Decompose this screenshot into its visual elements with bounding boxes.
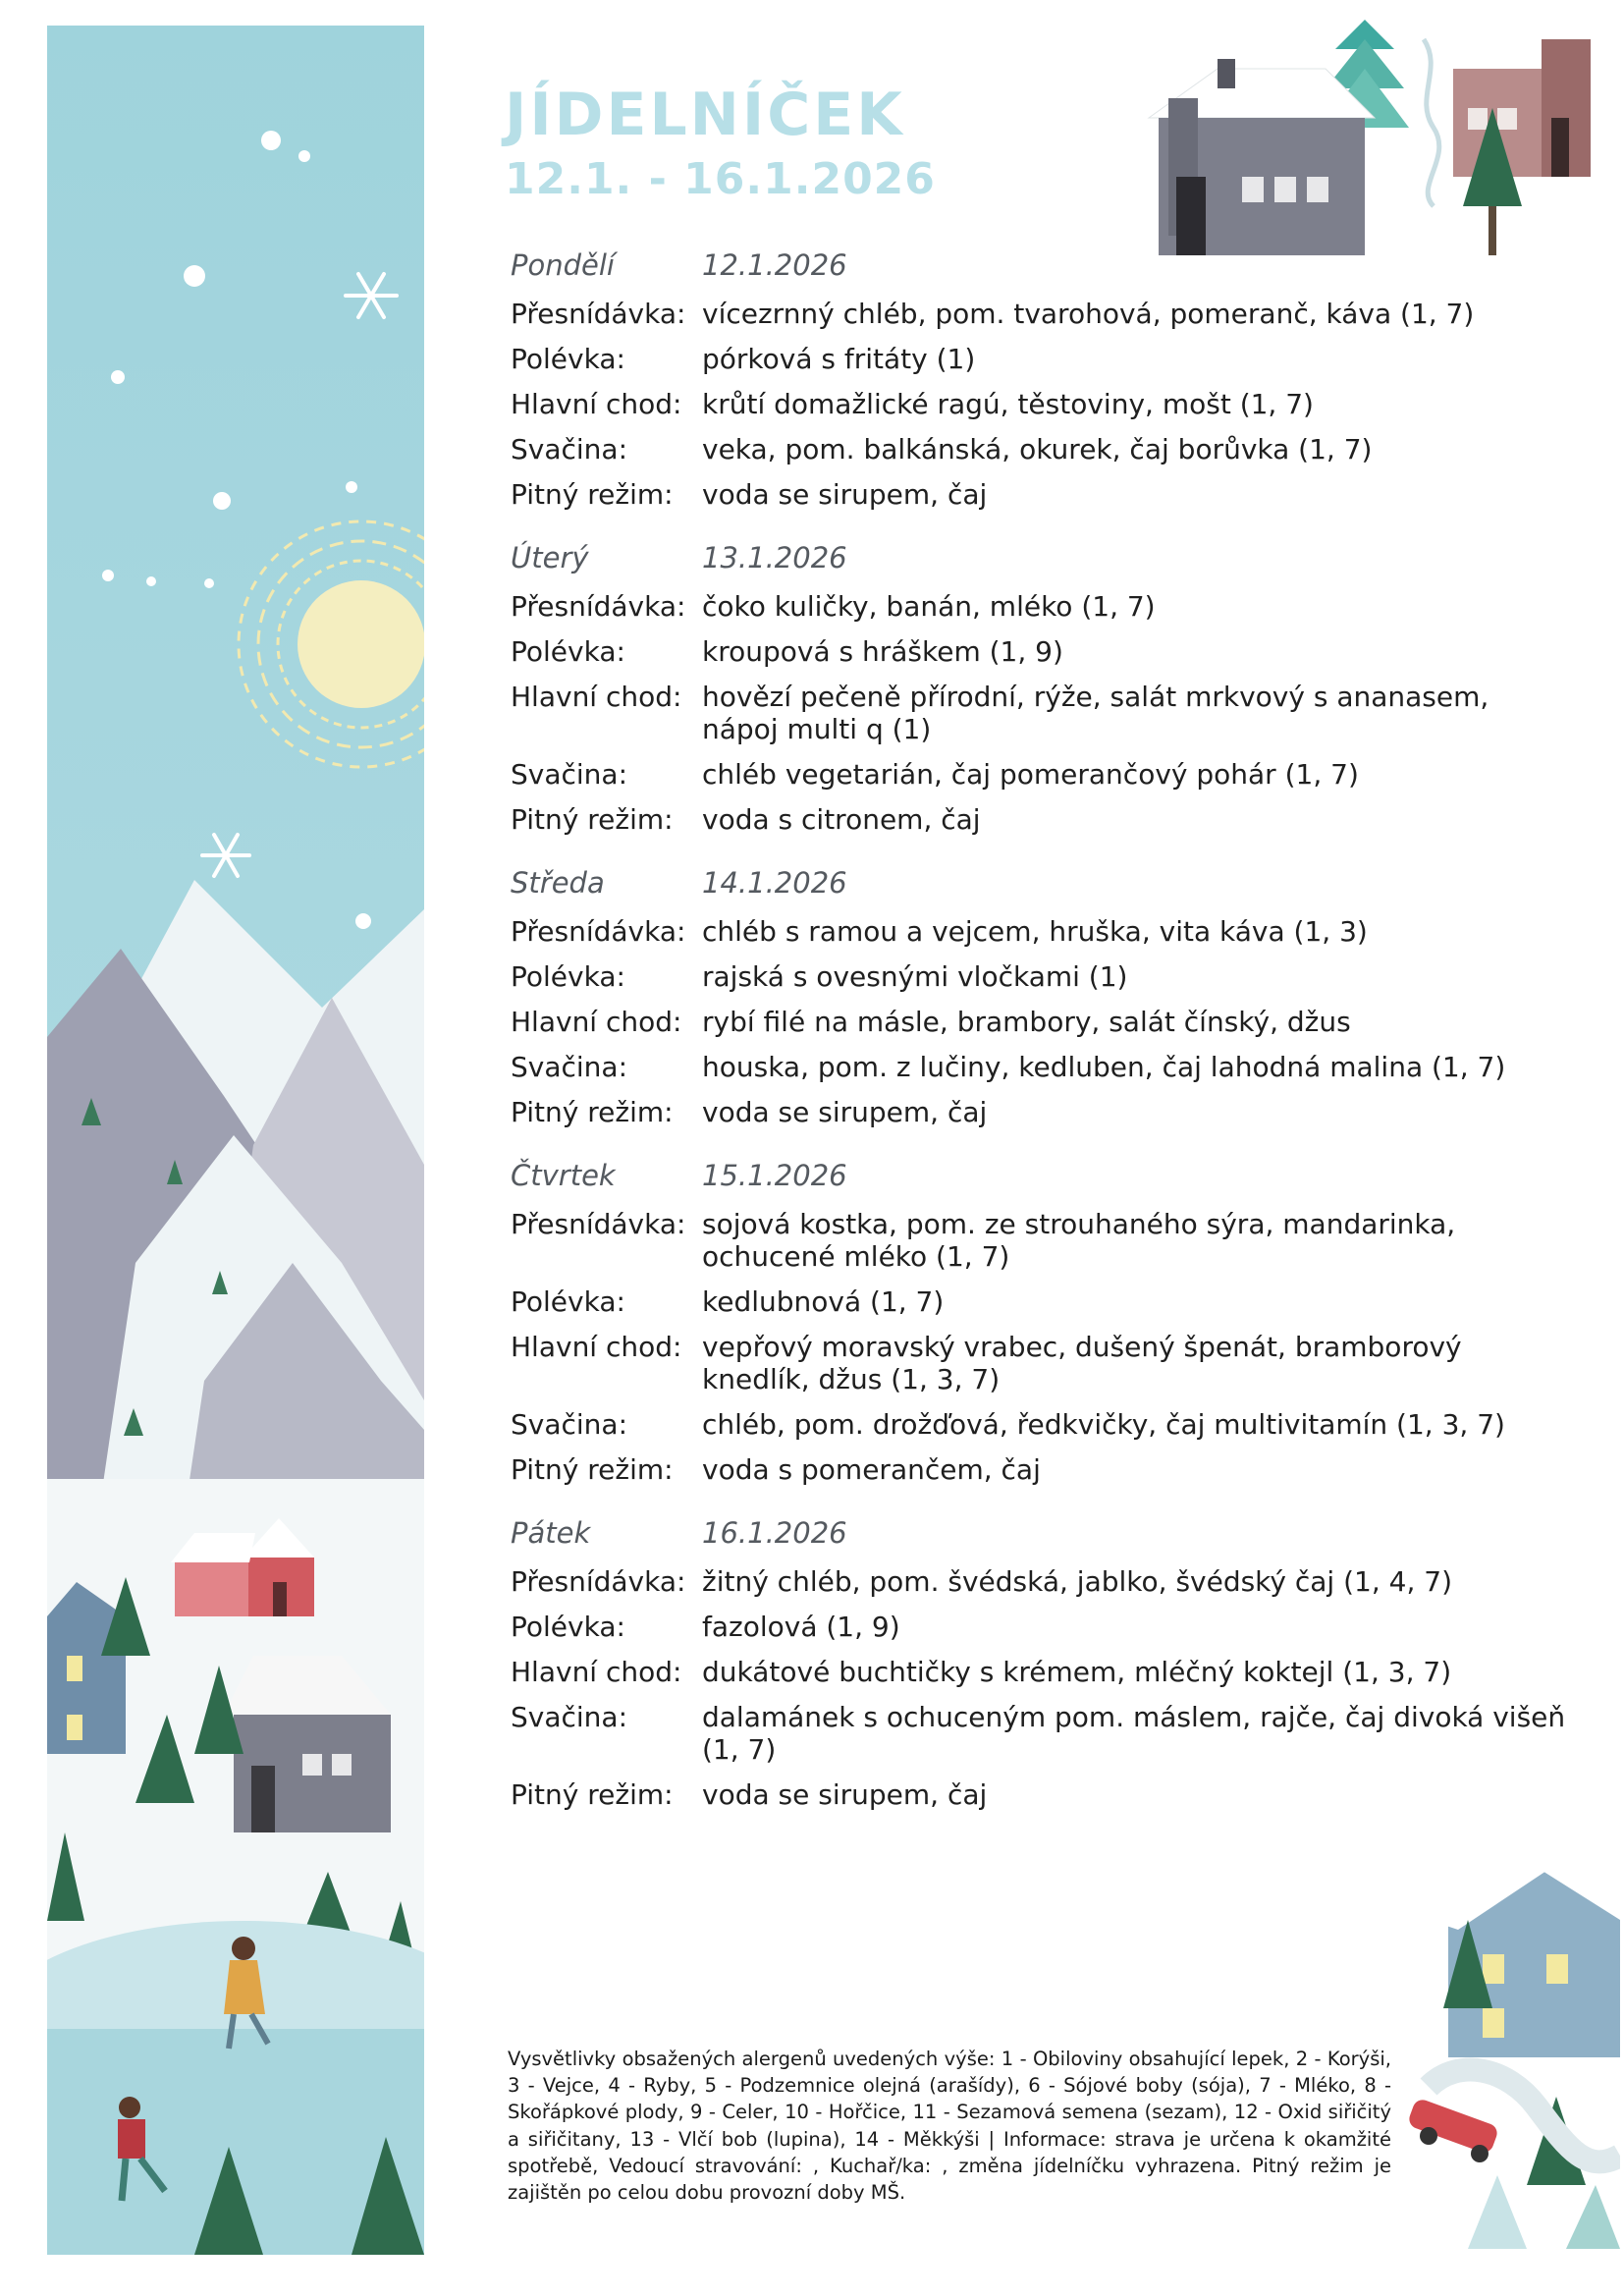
day-name: Pondělí bbox=[511, 248, 615, 282]
meal-value: vepřový moravský vrabec, dušený špenát, bramborový knedlík, džus (1, 3, 7) bbox=[702, 1331, 1462, 1395]
houses-decoration-bottom bbox=[1389, 1861, 1620, 2249]
meal-label: Svačina: bbox=[511, 1408, 628, 1441]
weekly-menu bbox=[511, 246, 1571, 1838]
meal-value: kroupová s hráškem (1, 9) bbox=[702, 635, 1063, 668]
meal-value: veka, pom. balkánská, okurek, čaj borůvka (1, 7) bbox=[702, 433, 1373, 465]
meal-value: čoko kuličky, banán, mléko (1, 7) bbox=[702, 590, 1156, 623]
meal-row bbox=[511, 1208, 1571, 1273]
day-name: Středa bbox=[511, 866, 605, 900]
meal-label: Polévka: bbox=[511, 635, 625, 668]
red-car-icon bbox=[1407, 2098, 1500, 2162]
meal-row bbox=[511, 343, 1571, 375]
day-friday bbox=[511, 1513, 1571, 1811]
meal-label: Hlavní chod: bbox=[511, 1656, 682, 1688]
allergen-legend: Vysvětlivky obsažených alergenů uvedených výše: 1 - Obiloviny obsahující lepek, 2 - Korýši, 3 - Vejce, 4 - Ryby, 5 - Podzemnice olejná (arašídy), 6 - Sójové boby (sója), 7 - Mléko, 8 - Skořápkové plody, 9 - Celer, 10 - Hořčice, 11 - Sezamová semena (sezam), 12 - Oxid siřičitý a siřičitany, 13 - Vlčí bob (lupina), 14 - Měkkýši | Informace: strava je určena k okamžité spotřebě, Vedoucí stravování: , Kuchař/ka: , změna jídelníčku vyhrazena. Pitný režim je zajištěn po celou dobu provozní doby MŠ. bbox=[508, 2048, 1391, 2205]
meal-value: hovězí pečeně přírodní, rýže, salát mrkvový s ananasem, nápoj multi q (1) bbox=[702, 681, 1489, 745]
meal-value: fazolová (1, 9) bbox=[702, 1611, 900, 1643]
meal-row bbox=[511, 1611, 1571, 1643]
meal-label: Polévka: bbox=[511, 960, 625, 993]
meal-row bbox=[511, 1565, 1571, 1598]
meal-row bbox=[511, 298, 1571, 330]
meal-row bbox=[511, 803, 1571, 836]
meal-row bbox=[511, 1453, 1571, 1486]
day-date: 15.1.2026 bbox=[702, 1159, 847, 1192]
day-header bbox=[511, 246, 1571, 285]
day-date: 16.1.2026 bbox=[702, 1516, 847, 1550]
meal-value: chléb, pom. drožďová, ředkvičky, čaj multivitamín (1, 3, 7) bbox=[702, 1408, 1505, 1441]
meal-row bbox=[511, 388, 1571, 420]
meal-value: voda se sirupem, čaj bbox=[702, 1096, 988, 1128]
meal-row bbox=[511, 915, 1571, 948]
meal-row bbox=[511, 1331, 1571, 1395]
meal-row bbox=[511, 433, 1571, 465]
day-header bbox=[511, 1156, 1571, 1195]
date-range: 12.1. - 16.1.2026 bbox=[505, 154, 936, 204]
meal-value: voda s pomerančem, čaj bbox=[702, 1453, 1041, 1486]
meal-row bbox=[511, 1285, 1571, 1318]
winter-illustration-strip bbox=[47, 26, 424, 2255]
day-date: 14.1.2026 bbox=[702, 866, 847, 900]
meal-row bbox=[511, 478, 1571, 511]
grey-house-icon bbox=[1149, 59, 1375, 255]
meal-label: Přesnídávka: bbox=[511, 915, 686, 948]
meal-row bbox=[511, 635, 1571, 668]
meal-row bbox=[511, 960, 1571, 993]
meal-label: Polévka: bbox=[511, 1285, 625, 1318]
meal-label: Přesnídávka: bbox=[511, 298, 686, 330]
meal-row bbox=[511, 758, 1571, 791]
meal-value: sojová kostka, pom. ze strouhaného sýra, mandarinka, ochucené mléko (1, 7) bbox=[702, 1208, 1456, 1273]
meal-label: Svačina: bbox=[511, 758, 628, 791]
meal-label: Svačina: bbox=[511, 1051, 628, 1083]
meal-label: Svačina: bbox=[511, 433, 628, 465]
day-date: 13.1.2026 bbox=[702, 541, 847, 574]
meal-label: Přesnídávka: bbox=[511, 1565, 686, 1598]
meal-label: Pitný režim: bbox=[511, 803, 674, 836]
day-thursday bbox=[511, 1156, 1571, 1486]
meal-value: voda s citronem, čaj bbox=[702, 803, 981, 836]
meal-value: houska, pom. z lučiny, kedluben, čaj lahodná malina (1, 7) bbox=[702, 1051, 1506, 1083]
meal-value: voda se sirupem, čaj bbox=[702, 478, 988, 511]
meal-value: chléb s ramou a vejcem, hruška, vita káva (1, 3) bbox=[702, 915, 1368, 948]
winter-scene-image bbox=[47, 26, 424, 2255]
day-tuesday bbox=[511, 538, 1571, 836]
meal-row bbox=[511, 1051, 1571, 1083]
meal-value: kedlubnová (1, 7) bbox=[702, 1285, 945, 1318]
meal-label: Přesnídávka: bbox=[511, 1208, 686, 1240]
day-name: Úterý bbox=[511, 541, 589, 574]
meal-label: Svačina: bbox=[511, 1701, 628, 1733]
meal-label: Pitný režim: bbox=[511, 1778, 674, 1811]
meal-row bbox=[511, 1006, 1571, 1038]
meal-value: vícezrnný chléb, pom. tvarohová, pomeranč, káva (1, 7) bbox=[702, 298, 1475, 330]
meal-label: Hlavní chod: bbox=[511, 1006, 682, 1038]
meal-value: žitný chléb, pom. švédská, jablko, švédský čaj (1, 4, 7) bbox=[702, 1565, 1452, 1598]
meal-label: Hlavní chod: bbox=[511, 388, 682, 420]
day-name: Pátek bbox=[511, 1516, 591, 1550]
houses-top-image bbox=[1129, 10, 1591, 265]
meal-row bbox=[511, 681, 1571, 745]
meal-value: pórková s fritáty (1) bbox=[702, 343, 976, 375]
meal-row bbox=[511, 1701, 1571, 1766]
meal-row bbox=[511, 1778, 1571, 1811]
houses-decoration-top bbox=[1129, 10, 1591, 265]
meal-value: chléb vegetarián, čaj pomerančový pohár (1, 7) bbox=[702, 758, 1359, 791]
day-name: Čtvrtek bbox=[511, 1159, 616, 1192]
meal-label: Přesnídávka: bbox=[511, 590, 686, 623]
meal-value: voda se sirupem, čaj bbox=[702, 1778, 988, 1811]
meal-label: Pitný režim: bbox=[511, 1453, 674, 1486]
meal-label: Polévka: bbox=[511, 343, 625, 375]
day-wednesday bbox=[511, 863, 1571, 1128]
meal-value: dalamánek s ochuceným pom. máslem, rajče, čaj divoká višeň (1, 7) bbox=[702, 1701, 1566, 1766]
day-header bbox=[511, 863, 1571, 902]
meal-label: Hlavní chod: bbox=[511, 681, 682, 713]
meal-row bbox=[511, 1096, 1571, 1128]
day-header bbox=[511, 538, 1571, 577]
meal-value: dukátové buchtičky s krémem, mléčný koktejl (1, 3, 7) bbox=[702, 1656, 1452, 1688]
day-monday bbox=[511, 246, 1571, 511]
day-date: 12.1.2026 bbox=[702, 248, 847, 282]
meal-label: Hlavní chod: bbox=[511, 1331, 682, 1363]
meal-label: Pitný režim: bbox=[511, 478, 674, 511]
red-house-icon bbox=[1453, 39, 1591, 177]
meal-value: krůtí domažlické ragú, těstoviny, mošt (1, 7) bbox=[702, 388, 1314, 420]
meal-value: rajská s ovesnými vločkami (1) bbox=[702, 960, 1128, 993]
meal-label: Polévka: bbox=[511, 1611, 625, 1643]
menu-title-block bbox=[505, 81, 936, 206]
meal-value: rybí filé na másle, brambory, salát čínský, džus bbox=[702, 1006, 1351, 1038]
page-title: JÍDELNÍČEK bbox=[505, 81, 905, 149]
meal-label: Pitný režim: bbox=[511, 1096, 674, 1128]
day-header bbox=[511, 1513, 1571, 1553]
meal-row bbox=[511, 590, 1571, 623]
houses-bottom-image bbox=[1389, 1861, 1620, 2249]
meal-row bbox=[511, 1408, 1571, 1441]
meal-row bbox=[511, 1656, 1571, 1688]
